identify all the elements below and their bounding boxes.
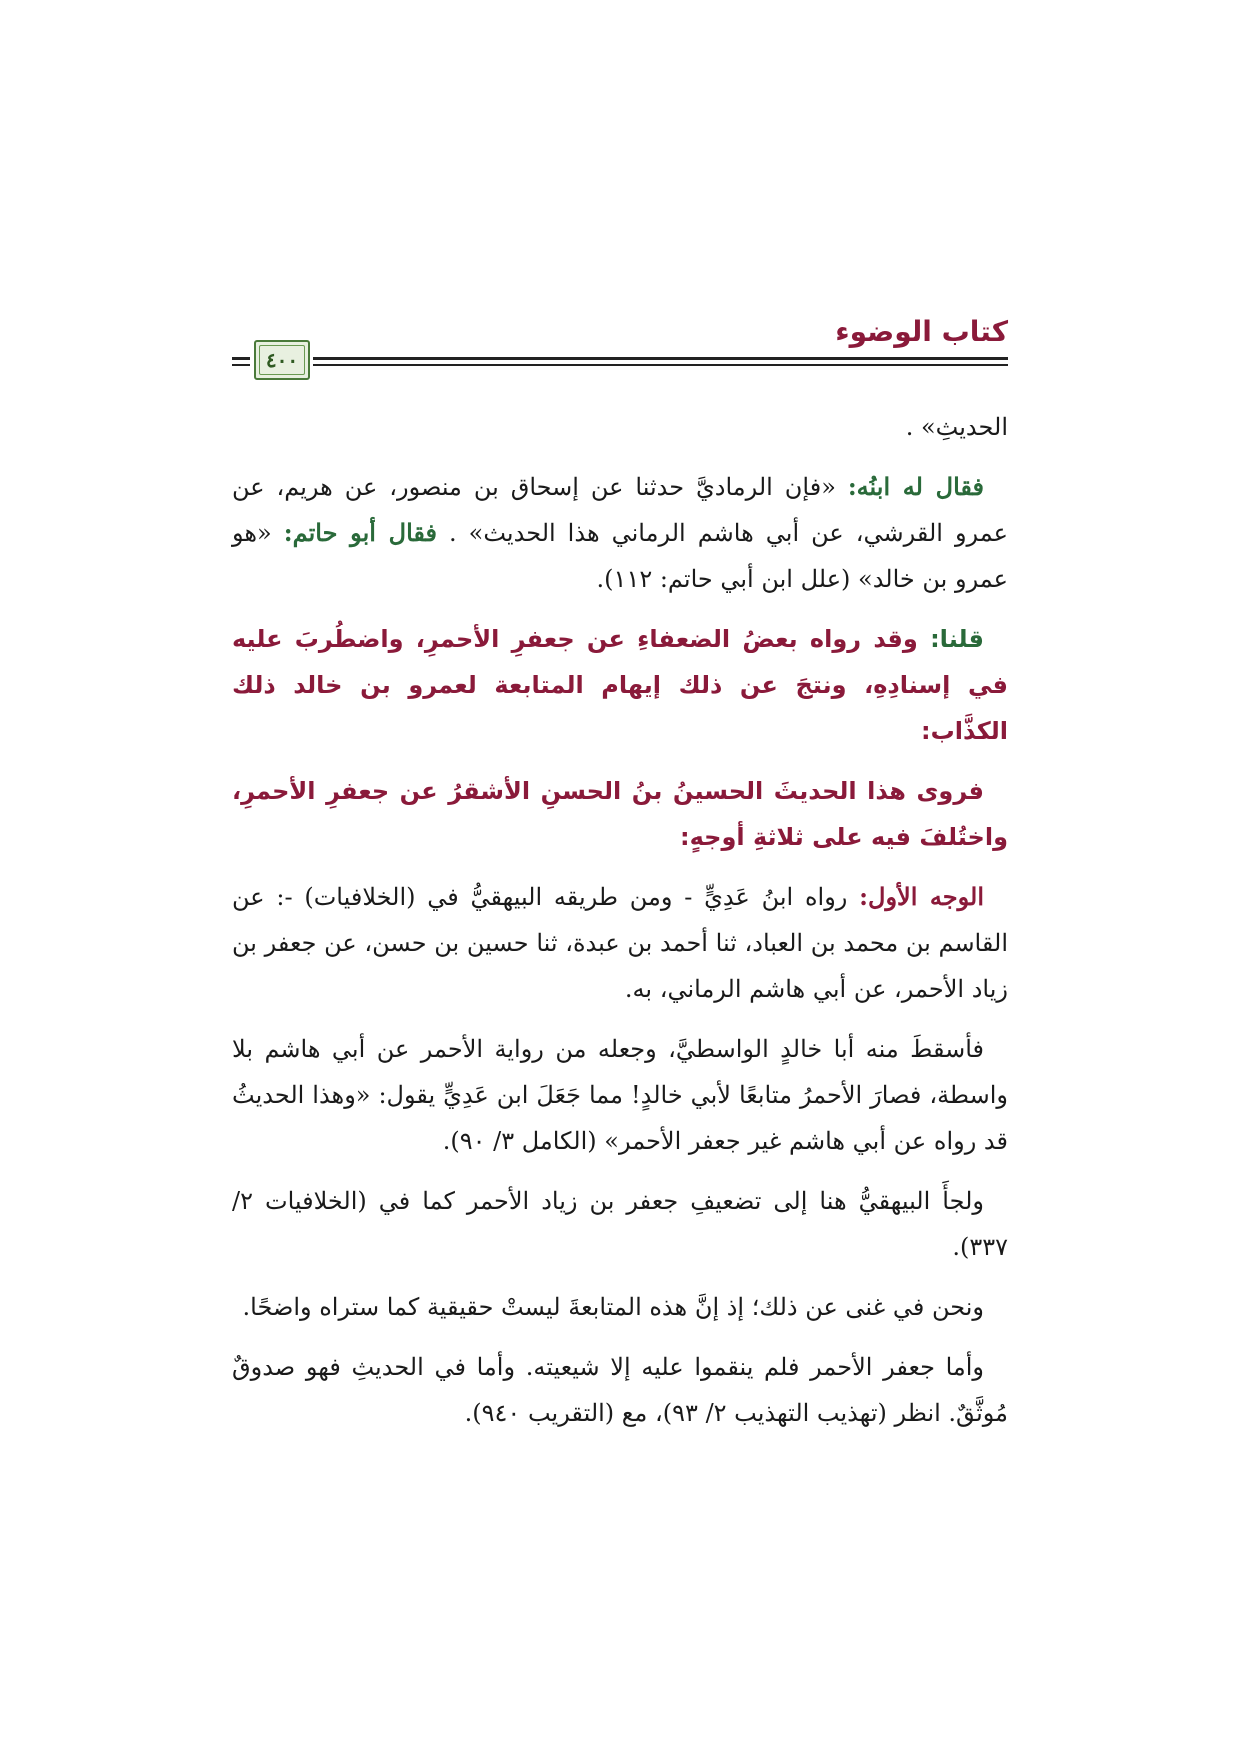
- page-number-badge: [254, 340, 310, 380]
- book-title: كتاب الوضوء: [835, 315, 1008, 348]
- paragraph: [232, 1026, 1008, 1164]
- paragraph-text: «هو عمرو بن خالد» (علل ابن أبي حاتم: ١١٢).: [232, 519, 1008, 593]
- page-body: [232, 404, 1008, 1450]
- paragraph: [232, 464, 1008, 602]
- page-header: [232, 315, 1008, 385]
- paragraph-text: رواه ابنُ عَدِيٍّ - ومن طريقه البيهقيُّ في (الخلافيات) -: عن القاسم بن محمد بن العباد، ثنا أحمد بن عبدة، ثنا حسين بن حسن، عن جعفر بن زياد الأحمر، عن أبي هاشم الرماني، به.: [232, 883, 1008, 1003]
- paragraph: [232, 1178, 1008, 1270]
- header-rule-left: [232, 357, 250, 360]
- paragraph: [232, 404, 1008, 450]
- header-rule: [313, 357, 1008, 360]
- inline-heading: فقال أبو حاتم:: [283, 518, 438, 547]
- paragraph-text: فأسقطَ منه أبا خالدٍ الواسطيَّ، وجعله من رواية الأحمر عن أبي هاشم بلا واسطة، فصارَ الأحمرُ متابعًا لأبي خالدٍ! مما جَعَلَ ابن عَدِيٍّ يقول: «وهذا الحديثُ قد رواه عن أبي هاشم غير جعفر الأحمر» (الكامل ٣/ ٩٠).: [232, 1035, 1008, 1155]
- paragraph-text: وقد رواه بعضُ الضعفاءِ عن جعفرِ الأحمرِ، واضطُربَ عليه في إسنادِهِ، ونتجَ عن ذلك إيهام المتابعة لعمرو بن خالد ذلك الكذَّاب:: [232, 625, 1008, 745]
- inline-heading: الوجه الأول:: [859, 882, 984, 911]
- header-rule-left: [232, 364, 250, 366]
- inline-heading: فقال له ابنُه:: [847, 472, 984, 501]
- page-number: ٤٠٠: [265, 348, 299, 372]
- paragraph: [232, 768, 1008, 860]
- paragraph: [232, 616, 1008, 754]
- paragraph: [232, 874, 1008, 1012]
- inline-heading: قلنا:: [930, 625, 984, 653]
- paragraph: [232, 1344, 1008, 1436]
- paragraph-text: الحديثِ» .: [905, 413, 1008, 441]
- paragraph-text: فروى هذا الحديثَ الحسينُ بنُ الحسنِ الأشقرُ عن جعفرِ الأحمرِ، واختُلفَ فيه على ثلاثةِ أوجهٍ:: [232, 777, 1008, 851]
- paragraph: [232, 1284, 1008, 1330]
- paragraph-text: «فإن الرماديَّ حدثنا عن إسحاق بن منصور، عن هريم، عن عمرو القرشي، عن أبي هاشم الرماني هذا الحديث» .: [232, 473, 1008, 547]
- paragraph-text: ولجأَ البيهقيُّ هنا إلى تضعيفِ جعفر بن زياد الأحمر كما في (الخلافيات ٢/ ٣٣٧).: [232, 1187, 1008, 1261]
- paragraph-text: ونحن في غنى عن ذلك؛ إذ إنَّ هذه المتابعةَ ليستْ حقيقية كما ستراه واضحًا.: [242, 1293, 984, 1321]
- paragraph-text: وأما جعفر الأحمر فلم ينقموا عليه إلا شيعيته. وأما في الحديثِ فهو صدوقٌ مُوثَّقٌ. انظر (تهذيب التهذيب ٢/ ٩٣)، مع (التقريب ٩٤٠).: [232, 1353, 1008, 1427]
- header-rule: [313, 364, 1008, 366]
